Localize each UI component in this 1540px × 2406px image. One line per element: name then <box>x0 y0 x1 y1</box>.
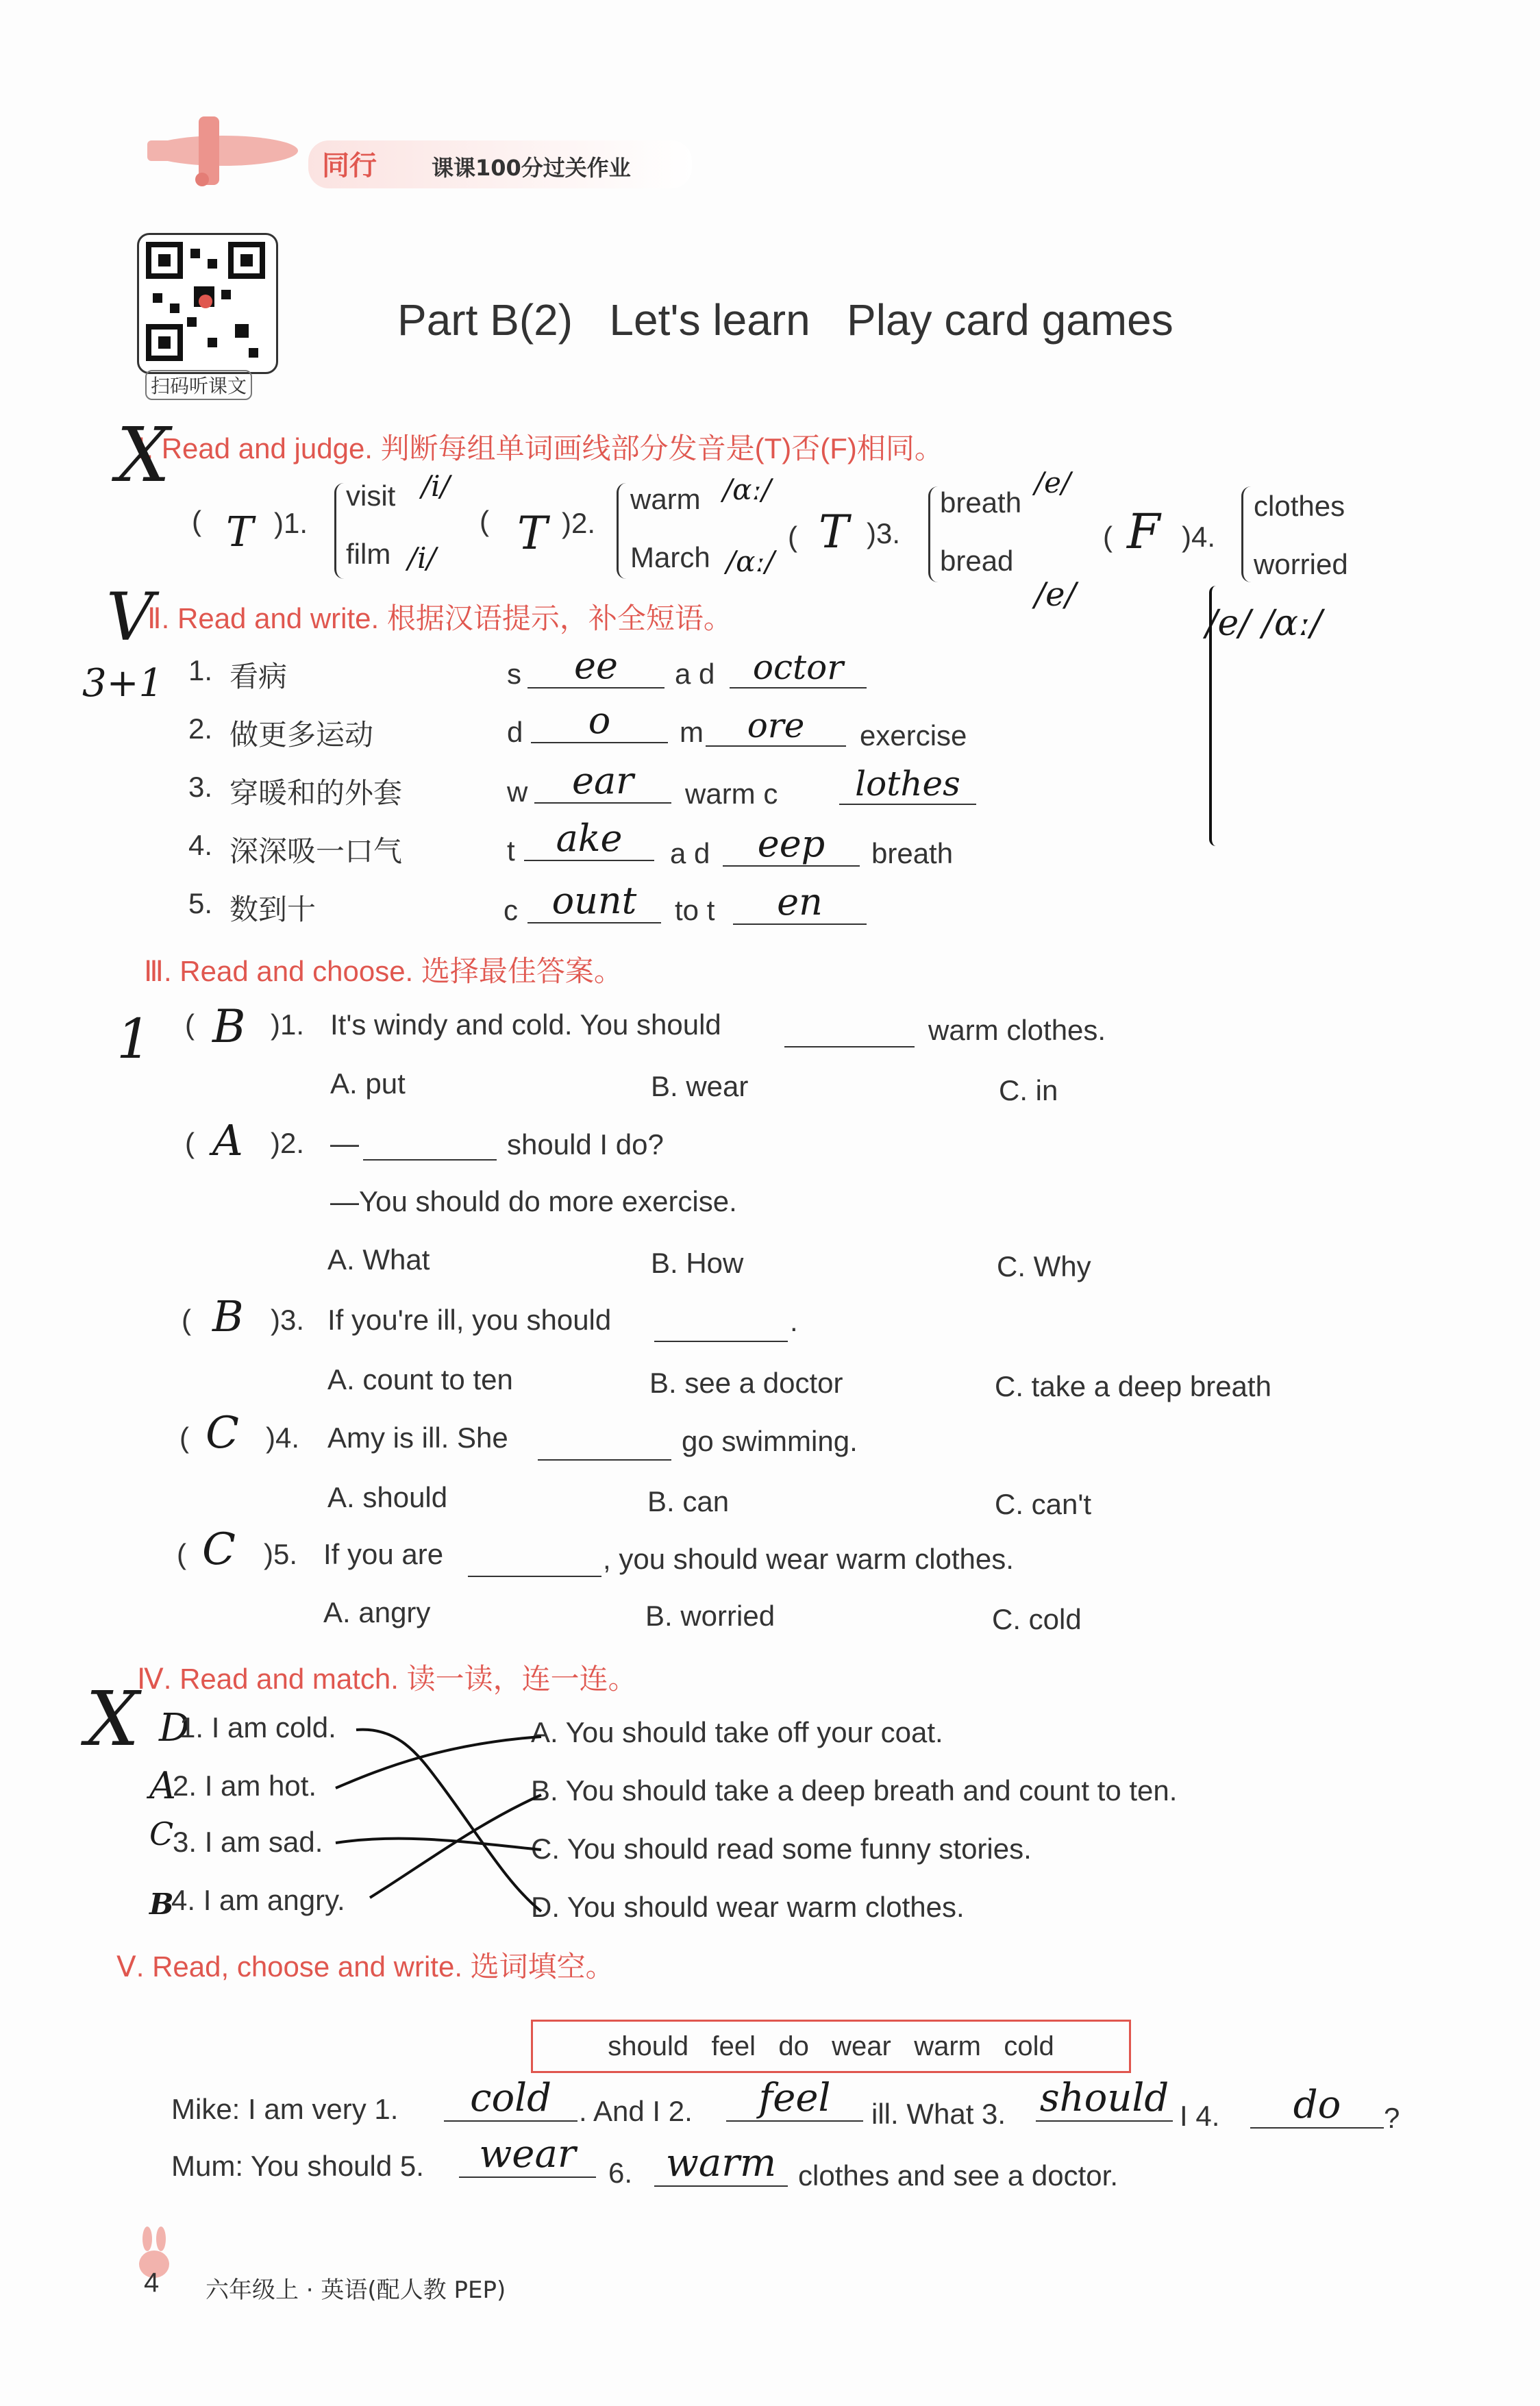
judge-word1-4: clothes <box>1254 490 1345 522</box>
dialogue-blank-5[interactable]: wear <box>459 2132 596 2178</box>
paren-open: ( <box>179 1422 189 1454</box>
phrase-cn: 数到十 <box>229 893 316 926</box>
judge-word2-4: worried <box>1254 548 1348 580</box>
handwritten-tally: 3+1 <box>82 661 164 706</box>
dialogue-text: clothes and see a doctor. <box>798 2159 1118 2192</box>
phrase-blank2[interactable]: eep <box>723 822 860 867</box>
paren-open: ( <box>788 521 797 553</box>
choice-option-c: C. take a deep breath <box>995 1370 1271 1402</box>
match-right-b[interactable]: B. You should take a deep breath and count to ten. <box>531 1774 1178 1807</box>
paren-open: ( <box>480 505 489 537</box>
choice-answer[interactable]: C <box>202 1524 236 1575</box>
match-left-text[interactable]: 3. I am sad. <box>173 1826 323 1858</box>
choice-stem-end: go swimming. <box>682 1425 858 1457</box>
choice-num: )5. <box>264 1538 298 1570</box>
phrase-prefix2: a d <box>675 658 715 690</box>
phrase-cn: 做更多运动 <box>229 718 374 752</box>
choice-stem-end: . <box>790 1305 798 1337</box>
handwritten-mark: V <box>106 579 154 656</box>
phrase-prefix2: warm c <box>685 778 778 810</box>
judge-num-1: )1. <box>274 507 308 539</box>
phrase-prefix1: t <box>507 834 515 867</box>
phrase-prefix2: to t <box>675 894 715 926</box>
section1-heading: Ⅰ. Read and judge. 判断每组单词画线部分发音是(T)否(F)相同。 <box>137 432 943 464</box>
judge-note1-2: /ɑː/ <box>723 473 771 506</box>
choice-option-a: A. count to ten <box>327 1363 513 1396</box>
choice-answer[interactable]: C <box>206 1408 239 1459</box>
dialogue-text: ? <box>1384 2102 1400 2134</box>
judge-answer-1[interactable]: T <box>226 508 254 556</box>
dialogue-text: Mike: I am very 1. <box>171 2093 399 2125</box>
choice-answer[interactable]: B <box>212 1291 244 1341</box>
phrase-prefix2: a d <box>670 837 710 869</box>
judge-answer-4[interactable]: F <box>1127 504 1160 560</box>
phrase-num: 3. <box>188 771 213 803</box>
choice-num: )4. <box>266 1422 300 1454</box>
qr-caption: 扫码听课文 <box>145 370 252 400</box>
phrase-tail: breath <box>871 837 954 869</box>
handwritten-brace <box>1209 586 1221 846</box>
choice-option-b: B. How <box>651 1247 744 1279</box>
judge-word2-1: film <box>346 538 391 570</box>
word-box: should feel do wear warm cold <box>531 2020 1131 2073</box>
dialogue-blank-2[interactable]: feel <box>726 2076 863 2122</box>
match-left-text[interactable]: 4. I am angry. <box>171 1884 345 1916</box>
choice-option-c: C. Why <box>997 1250 1091 1282</box>
handwritten-mark: X <box>116 411 171 499</box>
choice-option-b: B. wear <box>651 1070 749 1102</box>
choice-option-c: C. cold <box>992 1603 1082 1635</box>
section3-heading: Ⅲ. Read and choose. 选择最佳答案。 <box>144 955 623 987</box>
judge-num-4: )4. <box>1182 521 1216 553</box>
phrase-cn: 深深吸一口气 <box>229 834 403 868</box>
handwritten-mark: 1 <box>116 1007 151 1071</box>
choice-stem: It's windy and cold. You should <box>330 1008 721 1041</box>
choice-option-b: B. worried <box>645 1600 775 1632</box>
judge-word2-2: March <box>630 541 710 573</box>
phrase-blank1[interactable]: o <box>531 699 668 743</box>
footer-text: 六年级上 · 英语(配人教 PEP) <box>206 2277 506 2304</box>
choice-num: )1. <box>271 1008 305 1041</box>
phrase-blank1[interactable]: ee <box>527 644 665 689</box>
dialogue-text: Mum: You should 5. <box>171 2150 424 2182</box>
phrase-prefix1: w <box>507 776 528 808</box>
phrase-num: 4. <box>188 829 213 861</box>
paren-open: ( <box>182 1304 191 1336</box>
paren-open: ( <box>185 1008 195 1041</box>
phrase-num: 2. <box>188 712 213 745</box>
judge-answer-3[interactable]: T <box>819 506 849 558</box>
judge-answer-2[interactable]: T <box>517 507 548 560</box>
dialogue-blank-6[interactable]: warm <box>654 2141 788 2187</box>
match-right-c[interactable]: C. You should read some funny stories. <box>531 1833 1032 1865</box>
phrase-num: 5. <box>188 887 213 919</box>
phrase-blank2[interactable]: ore <box>706 706 846 747</box>
judge-note2-2: /ɑː/ <box>726 545 775 578</box>
phrase-prefix1: c <box>504 894 518 926</box>
dialogue-text: . And I 2. <box>579 2095 693 2127</box>
judge-num-2: )2. <box>562 507 596 539</box>
judge-note2-3: /e/ <box>1034 575 1076 614</box>
phrase-tail: exercise <box>860 719 967 752</box>
choice-stem: Amy is ill. She <box>327 1422 508 1454</box>
choice-num: )2. <box>271 1127 305 1159</box>
paren-open: ( <box>177 1538 186 1570</box>
choice-answer[interactable]: B <box>212 1000 246 1053</box>
phrase-cn: 穿暖和的外套 <box>229 776 403 810</box>
choice-option-c: C. can't <box>995 1488 1092 1520</box>
phrase-num: 1. <box>188 654 213 686</box>
phrase-blank1[interactable]: ount <box>527 879 661 923</box>
phrase-blank2[interactable]: octor <box>730 647 867 689</box>
dialogue-text: ill. What 3. <box>871 2098 1006 2130</box>
choice-stem-line2: —You should do more exercise. <box>330 1185 737 1217</box>
phrase-blank1[interactable]: ake <box>524 817 654 861</box>
choice-stem-end: warm clothes. <box>928 1014 1106 1046</box>
match-left-text[interactable]: 2. I am hot. <box>173 1770 317 1802</box>
section5-heading: Ⅴ. Read, choose and write. 选词填空。 <box>116 1950 614 1983</box>
match-mark[interactable]: D <box>159 1706 190 1750</box>
page-title: Part B(2) Let's learn Play card games <box>397 295 1173 345</box>
choice-num: )3. <box>271 1304 305 1336</box>
dialogue-text: 6. <box>608 2157 633 2189</box>
judge-word2-3: bread <box>940 545 1014 577</box>
phrase-prefix1: d <box>507 716 523 748</box>
match-right-a[interactable]: A. You should take off your coat. <box>531 1716 943 1748</box>
match-mark[interactable]: C <box>149 1815 174 1852</box>
judge-note1-1: /i/ <box>421 469 450 503</box>
judge-word1-1: visit <box>346 480 396 512</box>
phrase-cn: 看病 <box>229 660 288 693</box>
handwritten-note: /e/ /ɑː/ <box>1206 603 1323 644</box>
choice-option-a: A. should <box>327 1481 448 1513</box>
match-right-d[interactable]: D. You should wear warm clothes. <box>531 1891 965 1923</box>
choice-stem-end: should I do? <box>507 1128 664 1161</box>
choice-option-a: A. angry <box>323 1596 431 1628</box>
choice-stem: — <box>330 1127 359 1159</box>
phrase-blank1[interactable]: ear <box>534 759 671 804</box>
section2-heading: Ⅱ. Read and write. 根据汉语提示，补全短语。 <box>147 602 732 634</box>
phrase-prefix1: s <box>507 658 521 690</box>
dialogue-text: I 4. <box>1180 2100 1220 2132</box>
choice-stem: If you're ill, you should <box>327 1304 612 1336</box>
choice-option-a: A. What <box>327 1243 430 1276</box>
header-brand: 同行 <box>322 150 377 182</box>
dialogue-blank-3[interactable]: should <box>1036 2076 1173 2122</box>
phrase-blank2[interactable]: en <box>733 880 867 925</box>
choice-option-b: B. can <box>647 1485 730 1517</box>
paren-open: ( <box>1103 521 1113 553</box>
judge-word1-3: breath <box>940 486 1022 519</box>
judge-num-3: )3. <box>867 517 901 549</box>
choice-stem-end: , you should wear warm clothes. <box>603 1543 1014 1575</box>
phrase-prefix2: m <box>680 716 704 748</box>
page-number: 4 <box>144 2268 160 2298</box>
dialogue-blank-1[interactable]: cold <box>444 2076 578 2122</box>
choice-answer[interactable]: A <box>212 1115 243 1165</box>
choice-option-a: A. put <box>330 1067 406 1100</box>
choice-stem: If you are <box>323 1538 444 1570</box>
dialogue-blank-4[interactable]: do <box>1250 2083 1384 2129</box>
judge-note1-3: /e/ <box>1034 466 1071 499</box>
match-left-text[interactable]: 1. I am cold. <box>179 1711 336 1744</box>
handwritten-mark: X <box>86 1675 140 1763</box>
match-mark[interactable]: B <box>149 1887 174 1921</box>
choice-option-b: B. see a doctor <box>649 1367 843 1399</box>
choice-option-c: C. in <box>999 1074 1058 1106</box>
judge-word1-2: warm <box>630 483 701 515</box>
header-series: 课课100分过关作业 <box>432 155 631 181</box>
section4-heading: Ⅳ. Read and match. 读一读，连一连。 <box>137 1663 637 1695</box>
paren-open: ( <box>185 1127 195 1159</box>
paren-open: ( <box>192 505 201 537</box>
match-mark[interactable]: A <box>149 1764 176 1807</box>
judge-note2-1: /i/ <box>408 541 436 575</box>
phrase-blank2[interactable]: lothes <box>839 764 976 805</box>
